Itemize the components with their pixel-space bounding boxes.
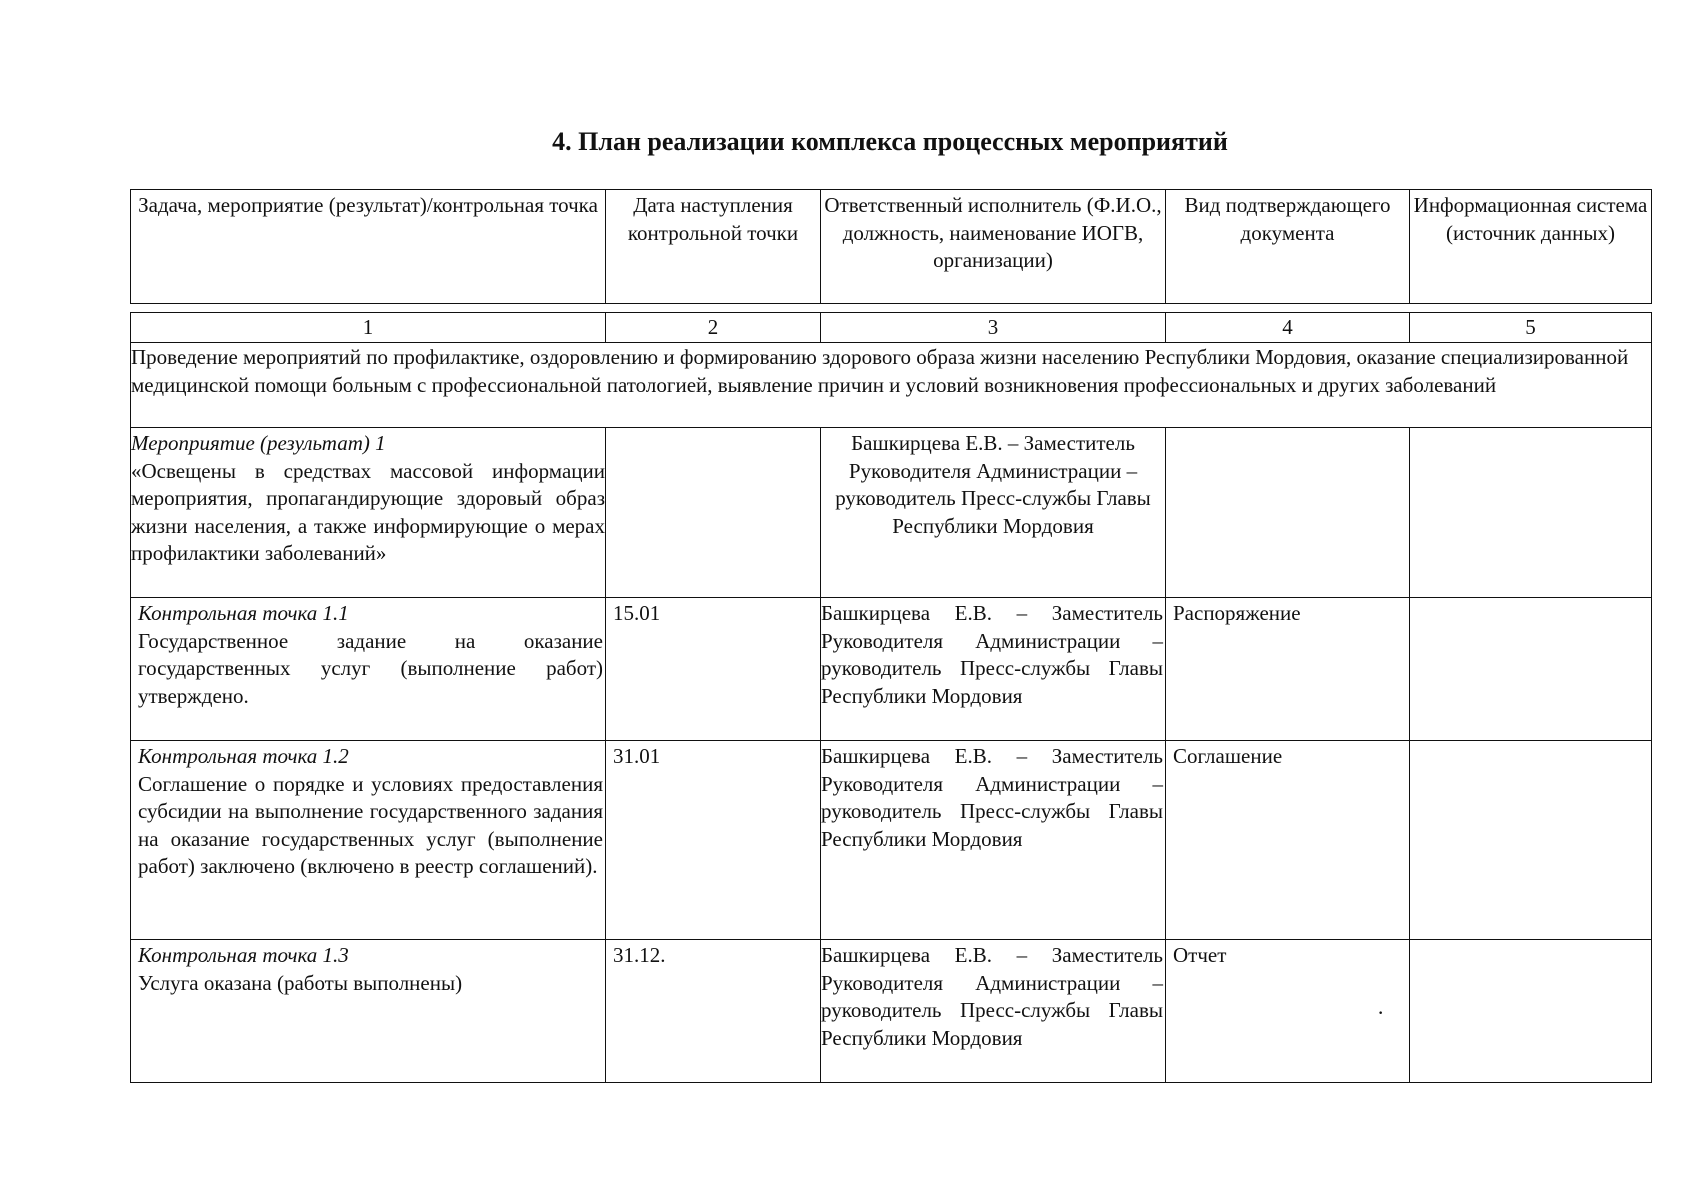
- section-title: Проведение мероприятий по профилактике, оздоровлению и формированию здорового образа жизни населению Республики Мордовия, оказание специализированной медицинской помощи больным с профессиональной патологией, выявление причин и условий возникновения профессиональных и других заболеваний: [131, 343, 1652, 428]
- row-label: Мероприятие (результат) 1: [131, 431, 386, 455]
- date-cell: 15.01: [606, 598, 821, 741]
- header-date: Дата наступления контрольной точки: [606, 190, 821, 304]
- responsible-cell: Башкирцева Е.В. – Заместитель Руководителя Администрации – руководитель Пресс-службы Главы Республики Мордовия: [821, 741, 1166, 940]
- task-cell: [131, 598, 606, 741]
- header-task: Задача, мероприятие (результат)/контрольная точка: [131, 190, 606, 304]
- row-text: Соглашение о порядке и условиях предоставления субсидии на выполнение государственного задания на оказание государственных услуг (выполнение работ) заключено (включено в реестр соглашений).: [138, 771, 603, 878]
- column-number: 3: [821, 313, 1166, 343]
- table-row: [131, 598, 1652, 741]
- table-row: [131, 741, 1652, 940]
- table-header: [130, 189, 1652, 304]
- responsible-cell: Башкирцева Е.В. – Заместитель Руководителя Администрации – руководитель Пресс-службы Главы Республики Мордовия: [821, 598, 1166, 741]
- column-number: 1: [131, 313, 606, 343]
- system-cell: [1410, 741, 1652, 940]
- system-cell: [1410, 598, 1652, 741]
- row-text: Государственное задание на оказание государственных услуг (выполнение работ) утверждено.: [138, 628, 603, 708]
- column-number: 4: [1166, 313, 1410, 343]
- document-cell: Отчет: [1166, 940, 1410, 1083]
- row-label: Контрольная точка 1.3: [138, 943, 349, 967]
- row-label: Контрольная точка 1.1: [138, 601, 349, 625]
- header-system: Информационная система (источник данных): [1410, 190, 1652, 304]
- document-cell: Распоряжение: [1166, 598, 1410, 741]
- page-title: 4. План реализации комплекса процессных мероприятий: [552, 127, 1228, 156]
- column-number: 2: [606, 313, 821, 343]
- column-number: 5: [1410, 313, 1652, 343]
- section-row: [131, 343, 1652, 428]
- stray-mark: ·: [1377, 1000, 1385, 1025]
- table-row: [131, 940, 1652, 1083]
- column-number-row: [131, 313, 1652, 343]
- responsible-cell: Башкирцева Е.В. – Заместитель Руководителя Администрации – руководитель Пресс-службы Главы Республики Мордовия: [821, 940, 1166, 1083]
- date-cell: 31.01: [606, 741, 821, 940]
- task-cell: [131, 741, 606, 940]
- plan-table: [130, 312, 1652, 1083]
- task-cell: [131, 940, 606, 1083]
- date-cell: 31.12.: [606, 940, 821, 1083]
- row-label: Контрольная точка 1.2: [138, 744, 349, 768]
- document-cell: [1166, 428, 1410, 598]
- responsible-cell: Башкирцева Е.В. – Заместитель Руководителя Администрации – руководитель Пресс-службы Главы Республики Мордовия: [821, 428, 1166, 598]
- table-row: [131, 428, 1652, 598]
- task-cell: [131, 428, 606, 598]
- row-text: «Освещены в средствах массовой информации мероприятия, пропагандирующие здоровый образ жизни населения, а также информирующие о мерах профилактики заболеваний»: [131, 458, 605, 565]
- system-cell: [1410, 428, 1652, 598]
- system-cell: [1410, 940, 1652, 1083]
- row-text: Услуга оказана (работы выполнены): [138, 970, 463, 995]
- document-cell: Соглашение: [1166, 741, 1410, 940]
- header-document: Вид подтверждающего документа: [1166, 190, 1410, 304]
- header-responsible: Ответственный исполнитель (Ф.И.О., должность, наименование ИОГВ, организации): [821, 190, 1166, 304]
- date-cell: [606, 428, 821, 598]
